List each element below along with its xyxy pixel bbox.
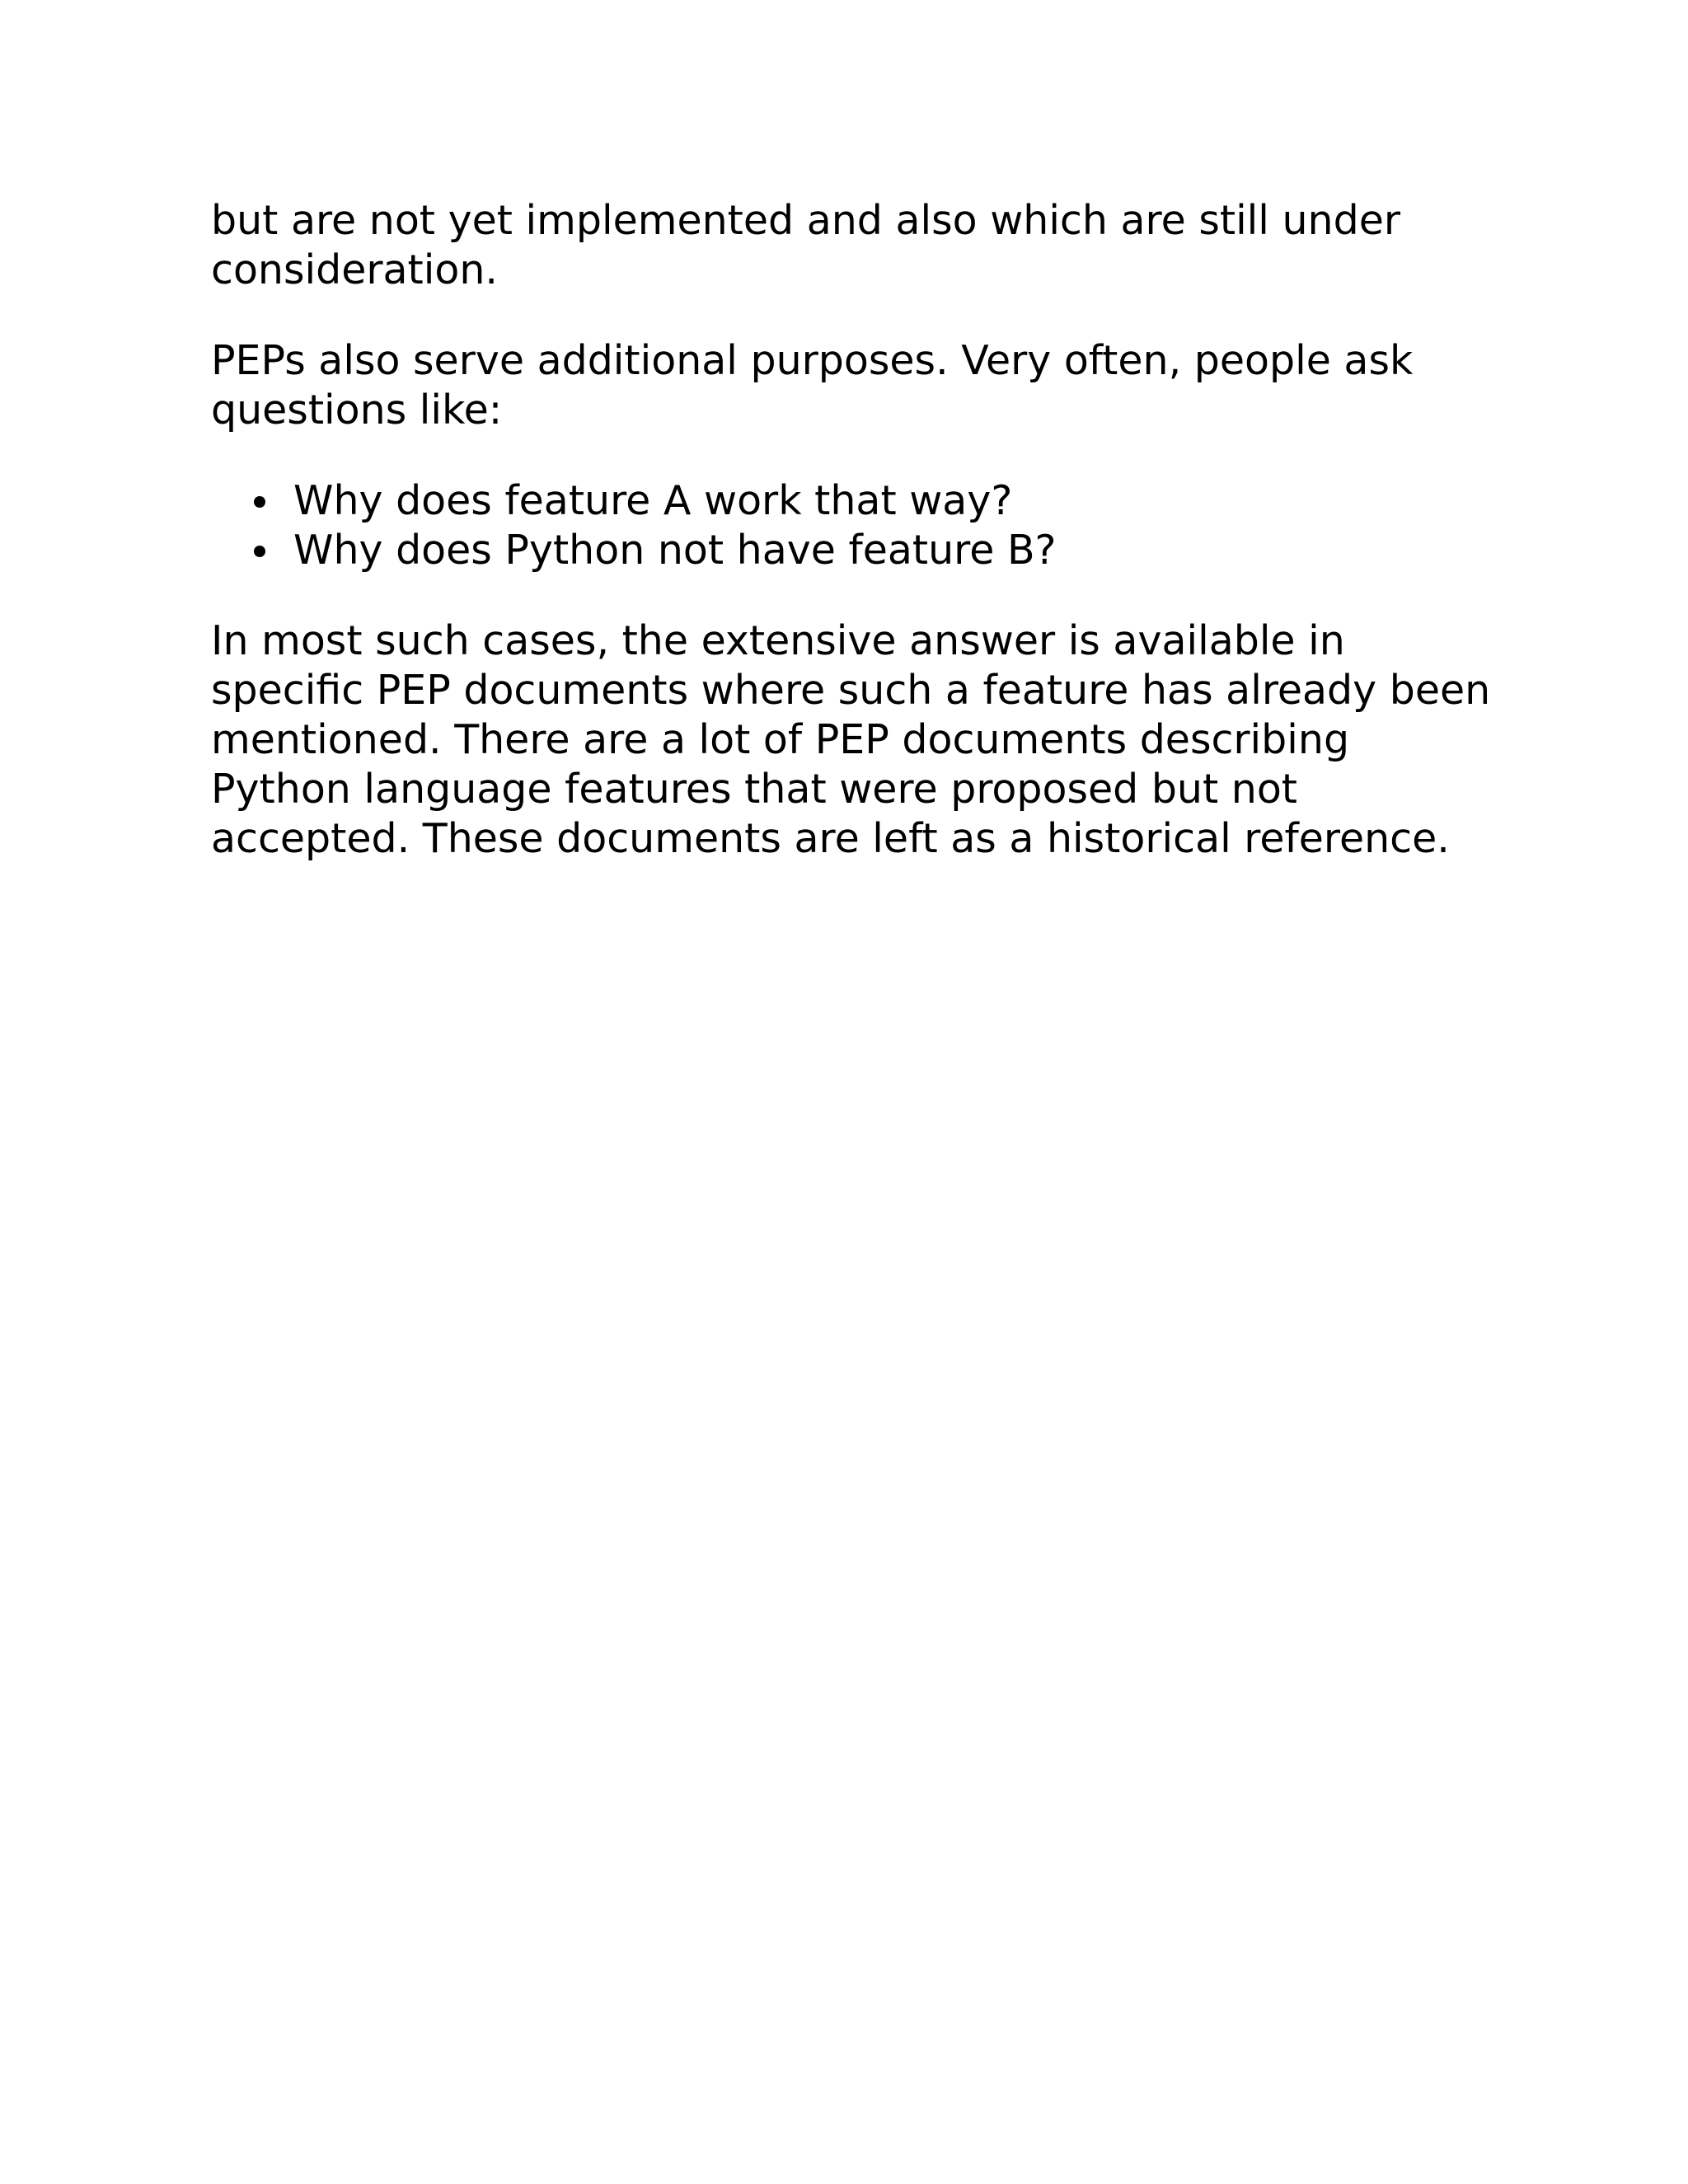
bullet-icon bbox=[254, 496, 265, 508]
list-item-text: Why does feature A work that way? bbox=[293, 477, 1013, 524]
list-item-text: Why does Python not have feature B? bbox=[293, 527, 1057, 574]
bullet-icon bbox=[254, 546, 265, 557]
paragraph: PEPs also serve additional purposes. Very often, people ask questions like: bbox=[211, 337, 1414, 434]
paragraph: but are not yet implemented and also which are still under consideration. bbox=[211, 197, 1400, 293]
paragraph: In most such cases, the extensive answer is available in specific PEP documents where such a feature has already been mentioned. There are a lot of PEP documents describing Python language features that were proposed but not accepted. These documents are left as a historical reference. bbox=[211, 617, 1491, 862]
list-item bbox=[211, 476, 1497, 526]
bullet-list bbox=[211, 476, 1497, 575]
document-body bbox=[211, 196, 1497, 864]
list-item bbox=[211, 526, 1497, 575]
